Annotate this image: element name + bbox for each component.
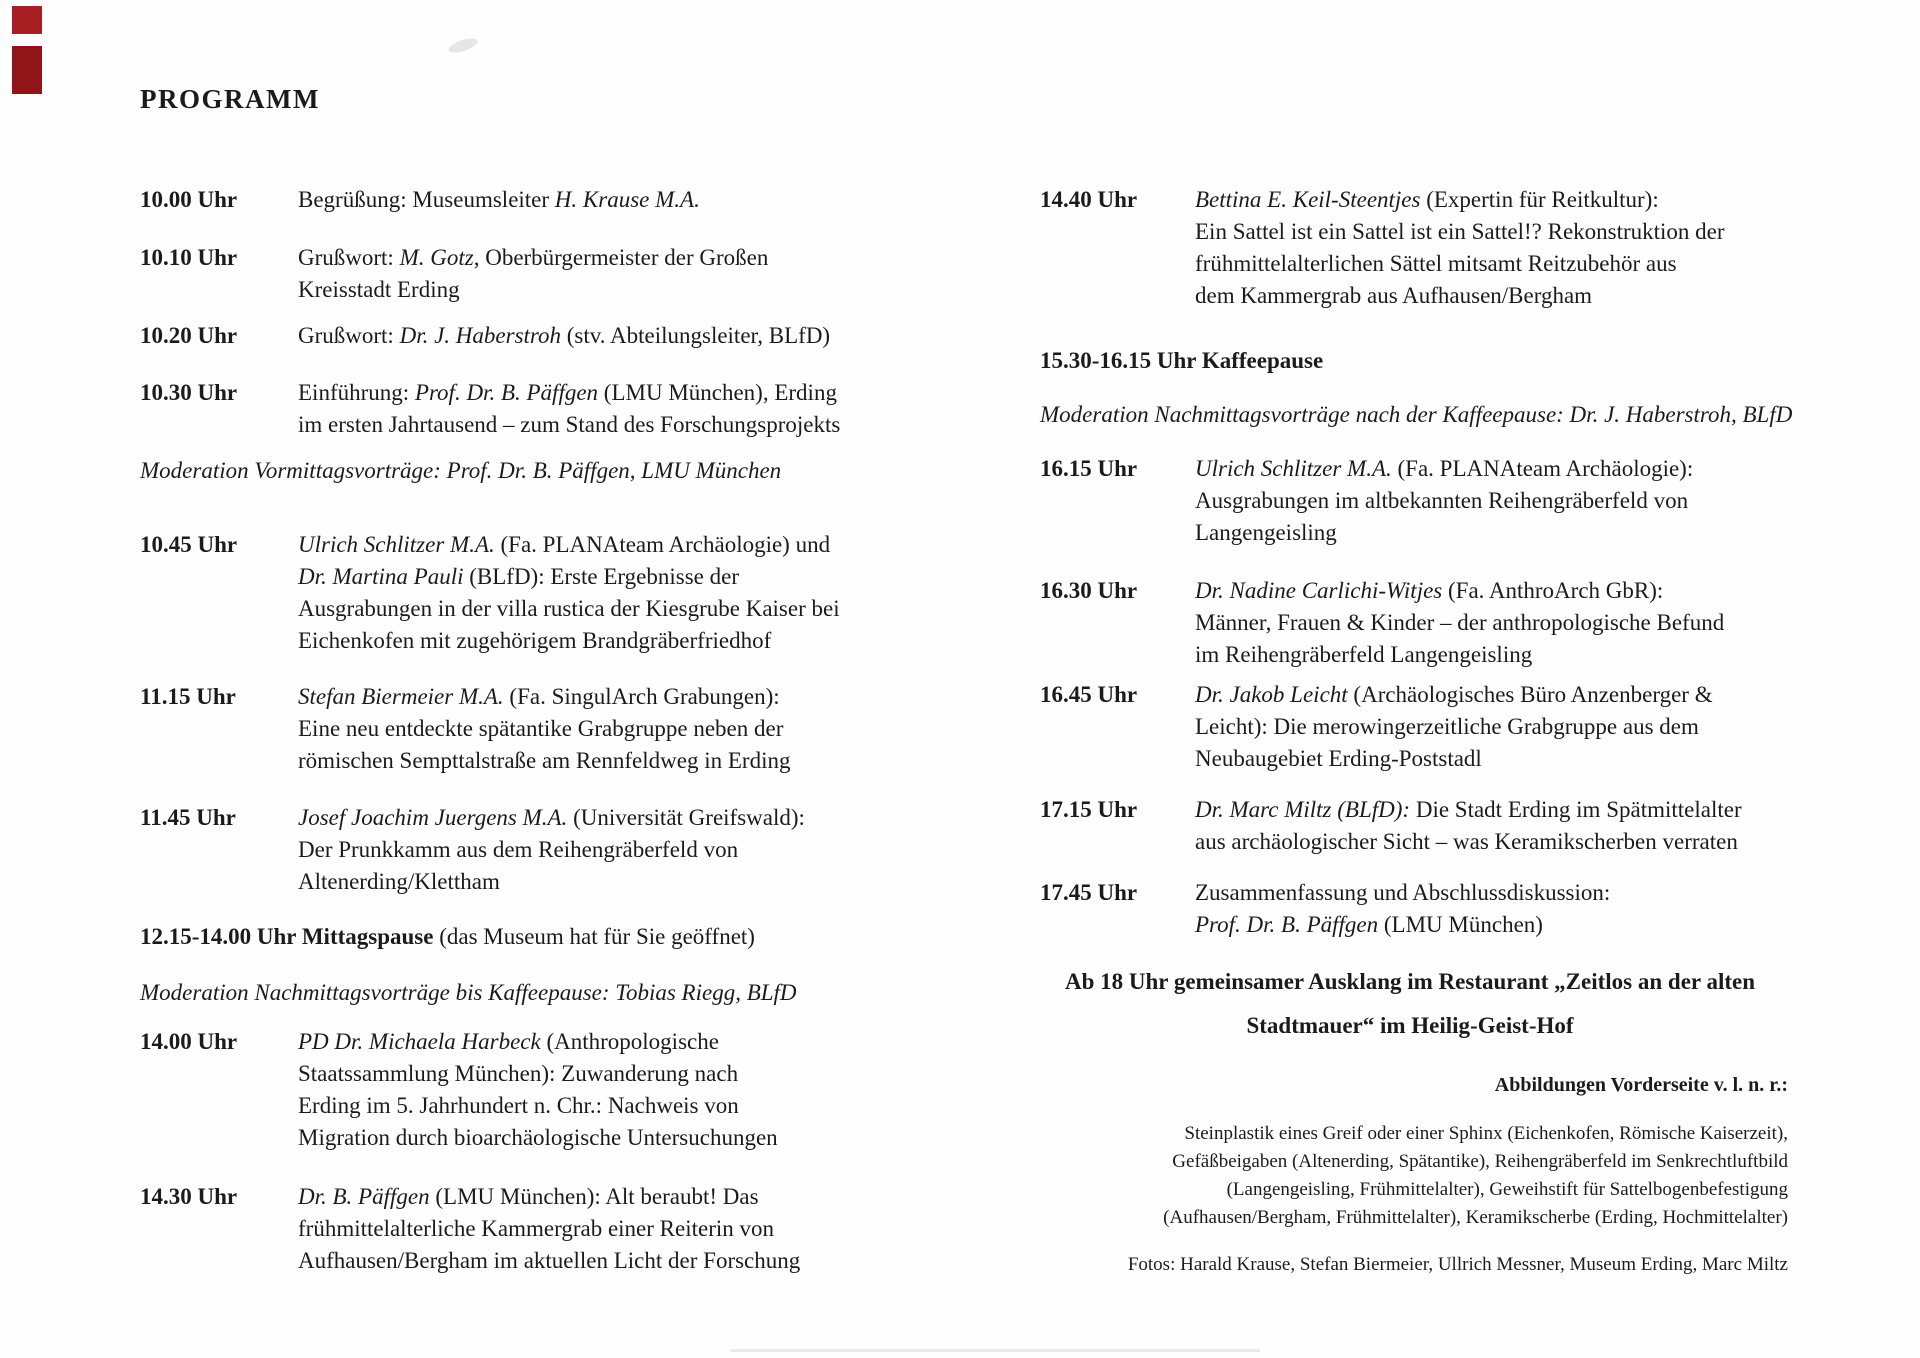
talk-entry: [140, 529, 840, 657]
page-title: PROGRAMM: [140, 84, 320, 114]
closing-note: Ab 18 Uhr gemeinsamer Ausklang im Restaurant „Zeitlos an der alten Stadtmauer“ im Heilig-Geist-Hof: [1064, 969, 1756, 1038]
talk-entry: [1040, 877, 1610, 941]
time-label: 10.10 Uhr: [140, 245, 238, 270]
talk-entry: [140, 377, 840, 441]
talk-description: Dr. B. Päffgen (LMU München): Alt beraubt! Das frühmittelalterliche Kammergrab einer Reiterin von Aufhausen/Bergham im aktuellen Licht der Forschung: [298, 1184, 801, 1273]
red-scan-mark-top: [12, 6, 42, 34]
talk-description: Einführung: Prof. Dr. B. Päffgen (LMU München), Erding im ersten Jahrtausend – zum Stand des Forschungsprojekts: [298, 380, 841, 437]
talk-entry: [1040, 453, 1693, 549]
talk-description: Begrüßung: Museumsleiter H. Krause M.A.: [298, 187, 700, 212]
talk-description: Bettina E. Keil-Steentjes (Expertin für Reitkultur): Ein Sattel ist ein Sattel ist ein Sattel!? Rekonstruktion der frühmittelalterlichen Sättel mitsamt Reitzubehör aus dem Kammergrab aus Aufhausen/Bergham: [1195, 187, 1725, 308]
talk-description: Grußwort: M. Gotz, Oberbürgermeister der Großen Kreisstadt Erding: [298, 245, 769, 302]
talk-entry: [140, 242, 768, 306]
moderation-note-morning: Moderation Vormittagsvorträge: Prof. Dr. B. Päffgen, LMU München: [140, 458, 782, 483]
time-label: 17.15 Uhr: [1040, 797, 1138, 822]
talk-description: Dr. Marc Miltz (BLfD): Die Stadt Erding im Spätmittelalter aus archäologischer Sicht – was Keramikscherben verraten: [1195, 797, 1742, 854]
time-label: 16.30 Uhr: [1040, 578, 1138, 603]
talk-description: Ulrich Schlitzer M.A. (Fa. PLANAteam Archäologie) und Dr. Martina Pauli (BLfD): Erste Ergebnisse der Ausgrabungen in der villa rustica der Kiesgrube Kaiser bei Eichenkofen mit zugehörigem Brandgräberfriedhof: [298, 532, 840, 653]
coffee-break-row: 15.30-16.15 Uhr Kaffeepause: [1040, 348, 1324, 373]
talk-entry: [1040, 184, 1725, 312]
talk-description: Stefan Biermeier M.A. (Fa. SingulArch Grabungen): Eine neu entdeckte spätantike Grabgruppe neben der römischen Sempttalstraße am Rennfeldweg in Erding: [298, 684, 791, 773]
scan-smudge: [447, 36, 479, 56]
time-label: 16.45 Uhr: [1040, 682, 1138, 707]
talk-description: Dr. Nadine Carlichi-Witjes (Fa. AnthroArch GbR): Männer, Frauen & Kinder – der anthropologische Befund im Reihengräberfeld Langengeisling: [1195, 578, 1725, 667]
moderation-note-after-coffee: Moderation Nachmittagsvorträge nach der Kaffeepause: Dr. J. Haberstroh, BLfD: [1040, 402, 1793, 427]
talk-entry: [140, 802, 805, 898]
talk-entry: [140, 184, 700, 216]
talk-entry: [140, 1181, 800, 1277]
talk-entry: [1040, 679, 1713, 775]
talk-description: Grußwort: Dr. J. Haberstroh (stv. Abteilungsleiter, BLfD): [298, 323, 831, 348]
talk-entry: [1040, 794, 1742, 858]
figures-caption-header: Abbildungen Vorderseite v. l. n. r.:: [1494, 1074, 1788, 1096]
talk-description: Josef Joachim Juergens M.A. (Universität Greifswald): Der Prunkkamm aus dem Reihengräberfeld von Altenerding/Klettham: [298, 805, 805, 894]
time-label: 16.15 Uhr: [1040, 456, 1138, 481]
talk-description: Ulrich Schlitzer M.A. (Fa. PLANAteam Archäologie): Ausgrabungen im altbekannten Reihengräberfeld von Langengeisling: [1195, 456, 1694, 545]
talk-description: PD Dr. Michaela Harbeck (Anthropologische Staatssammlung München): Zuwanderung nach Erding im 5. Jahrhundert n. Chr.: Nachweis von Migration durch bioarchäologische Untersuchungen: [298, 1029, 778, 1150]
time-label: 14.40 Uhr: [1040, 187, 1138, 212]
time-label: 17.45 Uhr: [1040, 880, 1138, 905]
time-label: 10.45 Uhr: [140, 532, 238, 557]
red-scan-mark-bottom: [12, 46, 42, 94]
photo-credits: Fotos: Harald Krause, Stefan Biermeier, Ullrich Messner, Museum Erding, Marc Miltz: [1127, 1254, 1788, 1275]
talk-entry: [140, 1026, 778, 1154]
moderation-note-afternoon: Moderation Nachmittagsvorträge bis Kaffeepause: Tobias Riegg, BLfD: [140, 980, 797, 1005]
figures-caption: Steinplastik eines Greif oder einer Sphinx (Eichenkofen, Römische Kaiserzeit), Gefäßbeigaben (Altenerding, Spätantike), Reihengräberfeld im Senkrechtluftbild (Langengeisling, Frühmittelalter), Geweihstift für Sattelbogenbefestigung (Aufhausen/Bergham, Frühmittelalter), Keramikscherbe (Erding, Hochmittelalter): [1163, 1123, 1788, 1228]
time-label: 14.30 Uhr: [140, 1184, 238, 1209]
scan-streak: [730, 1349, 1260, 1352]
talk-entry: [140, 320, 830, 352]
time-label: 11.45 Uhr: [140, 805, 236, 830]
time-label: 11.15 Uhr: [140, 684, 236, 709]
lunch-break-row: 12.15-14.00 Uhr Mittagspause (das Museum hat für Sie geöffnet): [140, 924, 755, 949]
talk-entry: [140, 681, 790, 777]
time-label: 10.30 Uhr: [140, 380, 238, 405]
talk-description: Zusammenfassung und Abschlussdiskussion: Prof. Dr. B. Päffgen (LMU München): [1195, 880, 1611, 937]
time-label: 14.00 Uhr: [140, 1029, 238, 1054]
talk-entry: [1040, 575, 1724, 671]
talk-description: Dr. Jakob Leicht (Archäologisches Büro Anzenberger & Leicht): Die merowingerzeitliche Grabgruppe aus dem Neubaugebiet Erding-Poststadl: [1195, 682, 1713, 771]
time-label: 10.00 Uhr: [140, 187, 238, 212]
time-label: 10.20 Uhr: [140, 323, 238, 348]
